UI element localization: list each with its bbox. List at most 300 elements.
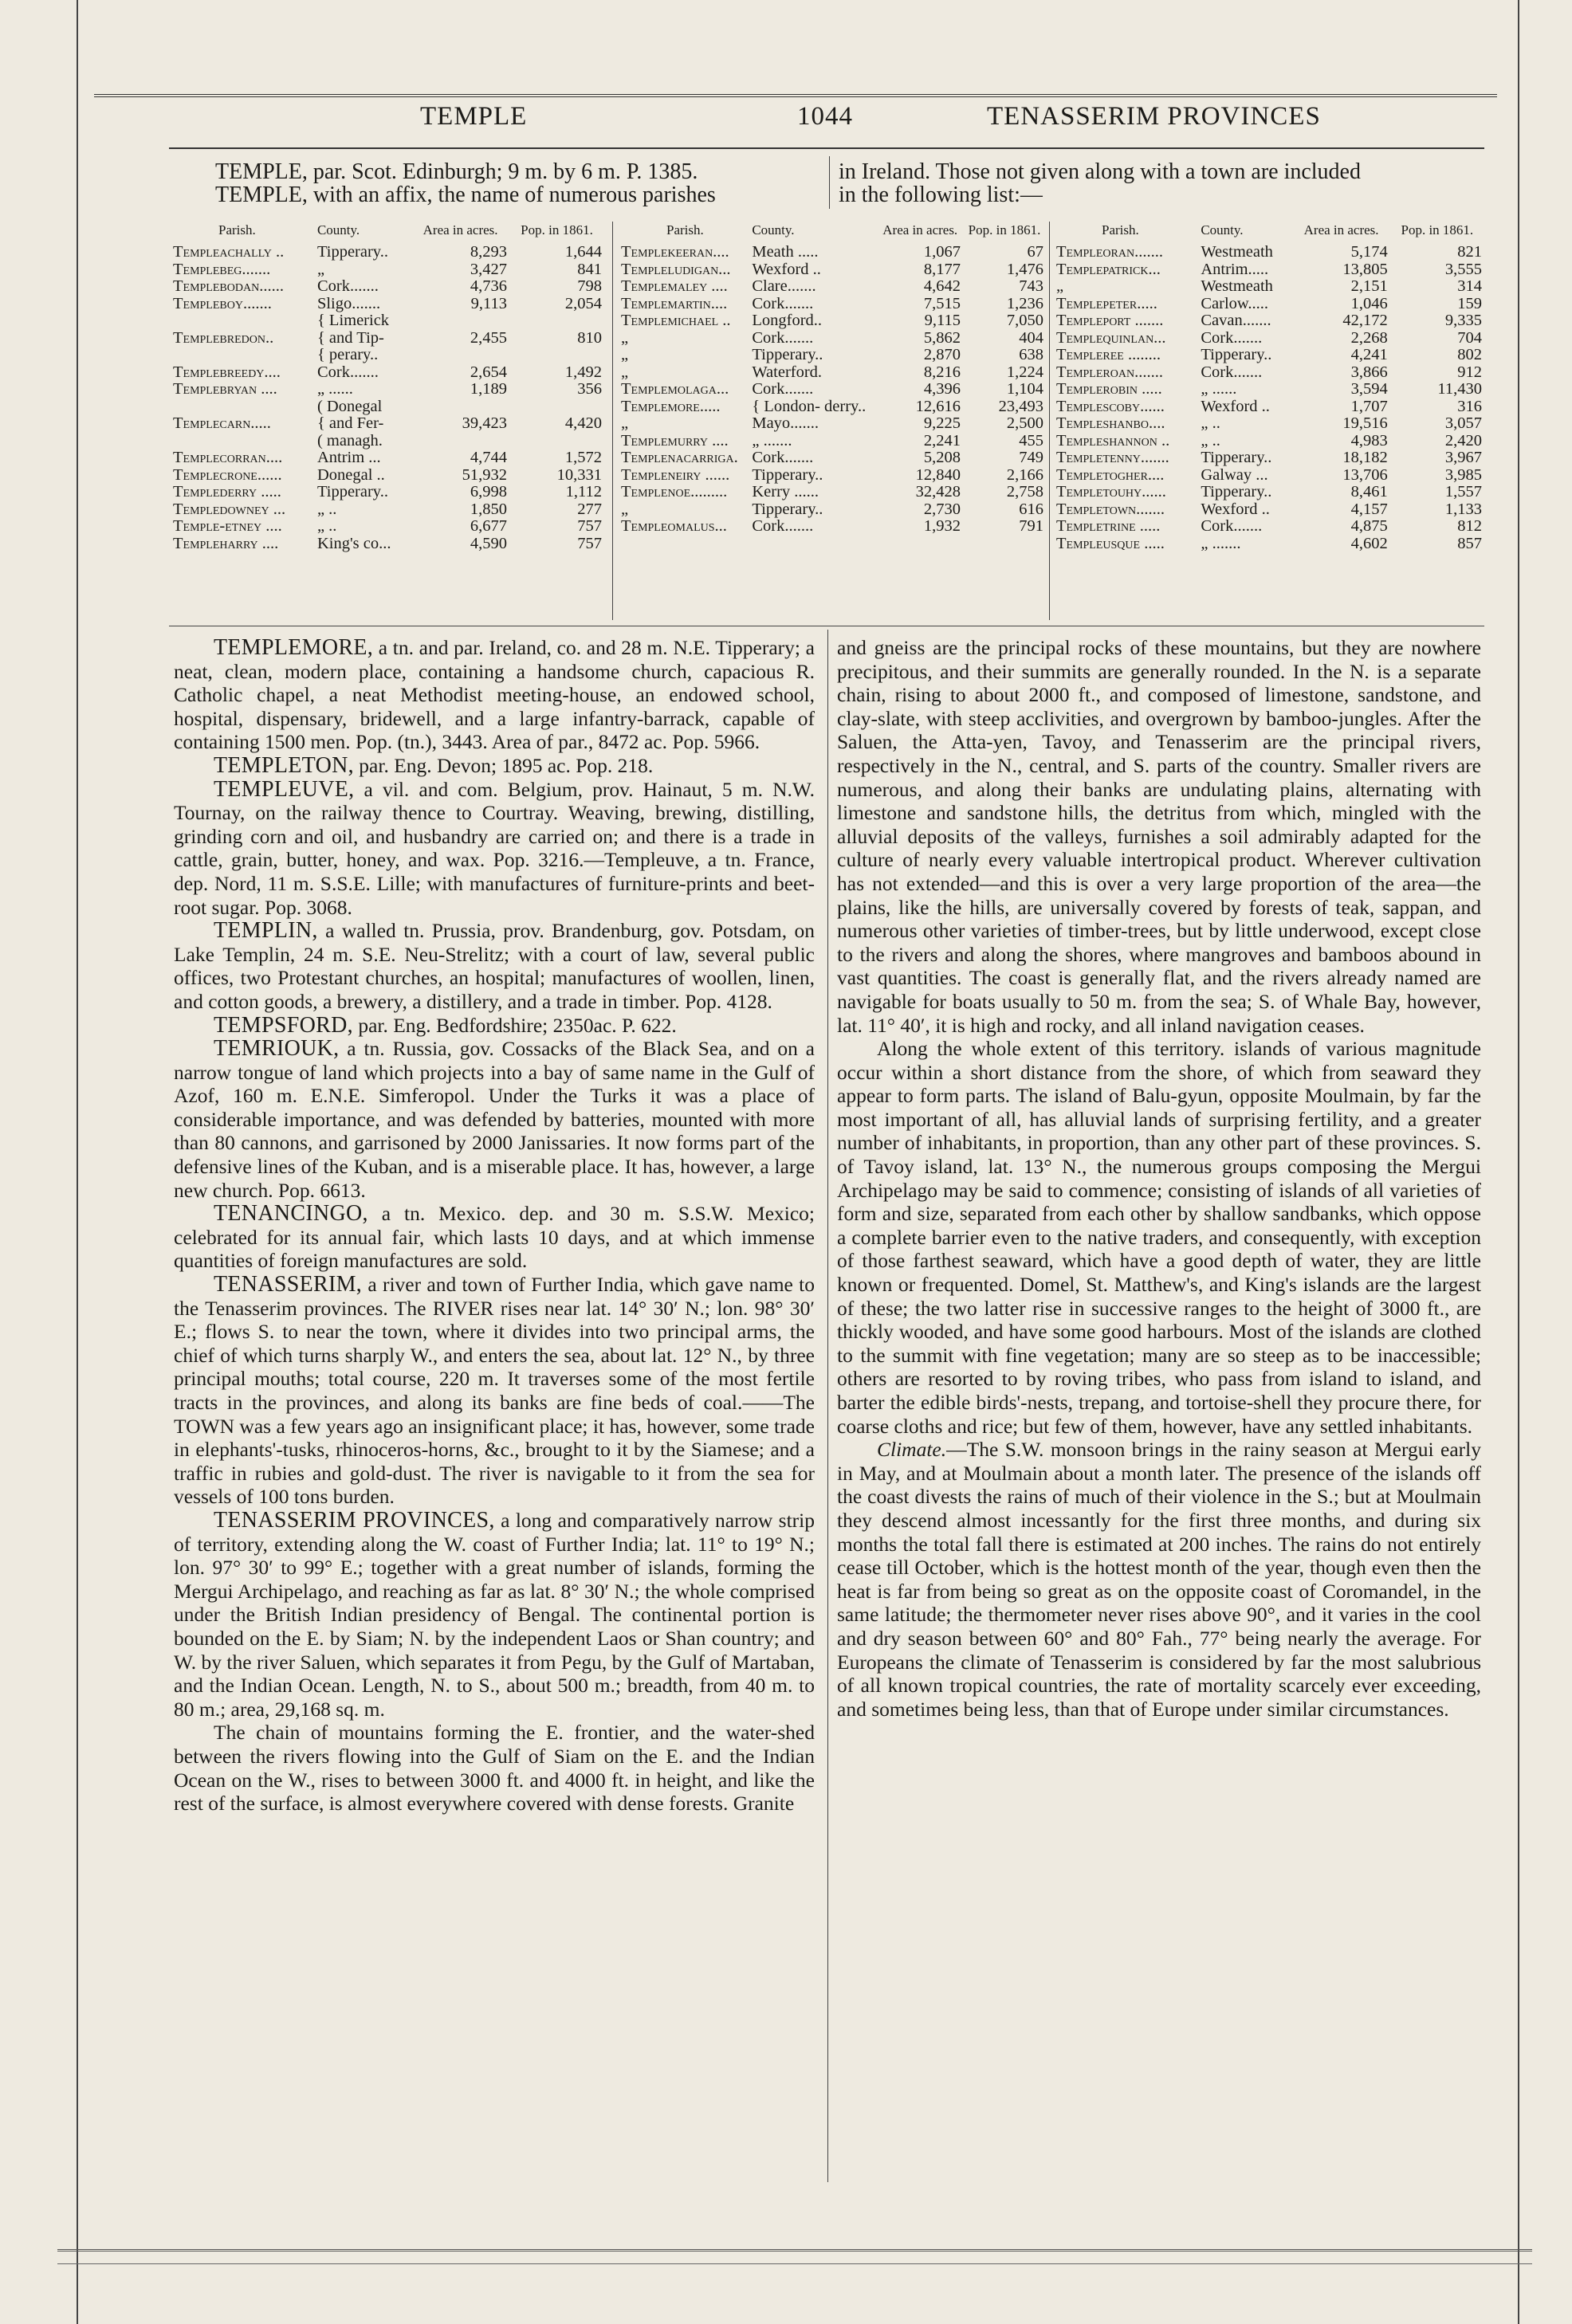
pop-cell: 1,112: [565, 483, 602, 501]
table-row: [1054, 381, 1484, 398]
parish-table-3: [1054, 223, 1484, 552]
county-cell: Antrim ...: [316, 449, 381, 466]
county-cell: Cork.......: [1201, 517, 1263, 535]
county-cell: „ ..: [1201, 431, 1220, 449]
county-cell: Wexford ..: [752, 260, 821, 278]
table-row: [619, 296, 1046, 313]
pop-cell: 3,985: [1444, 465, 1482, 484]
county-cell: Westmeath: [1201, 243, 1273, 261]
table-row: [171, 398, 604, 416]
table-row: [1054, 330, 1484, 347]
pop-cell: [509, 433, 604, 450]
table-row: [619, 347, 1046, 364]
area-cell: 5,862: [923, 328, 961, 347]
county-cell: Cavan.......: [1201, 312, 1271, 329]
table-row: [171, 296, 604, 313]
parish-table-1: [171, 223, 604, 552]
table-row: [619, 261, 1046, 279]
county-cell: Tipperary..: [752, 500, 823, 518]
pop-cell: 798: [577, 277, 602, 295]
table-row: [1054, 518, 1484, 536]
pop-cell: 812: [1457, 517, 1482, 535]
parish-cell: Templeport .......: [1056, 312, 1164, 329]
parish-cell: Templeludigan...: [621, 260, 731, 278]
table-row: [171, 244, 604, 261]
pop-cell: 2,420: [1444, 431, 1482, 449]
county-cell: Cork.......: [752, 380, 814, 398]
article: [174, 636, 815, 754]
area-cell: 3,594: [1350, 380, 1388, 398]
area-cell: 9,115: [924, 312, 961, 329]
area-cell: 3,427: [470, 260, 508, 278]
parish-cell: [171, 433, 315, 450]
area-cell: 5,208: [923, 449, 961, 466]
article: [174, 1273, 815, 1509]
pop-cell: 2,054: [564, 294, 602, 312]
col-county-header: County.: [316, 222, 360, 238]
county-cell: King's co...: [316, 534, 391, 552]
county-cell: Westmeath: [1201, 277, 1273, 295]
county-cell: Tipperary..: [1201, 346, 1272, 363]
county-cell: Tipperary..: [1201, 449, 1272, 466]
article: [837, 636, 1481, 1037]
county-cell: Mayo.......: [752, 414, 819, 432]
col-pop-header: Pop. in 1861.: [521, 222, 593, 238]
area-cell: 8,177: [923, 260, 961, 278]
area-cell: [411, 312, 509, 330]
table-divider-1: [612, 222, 613, 620]
parish-cell: Templecrone......: [173, 465, 282, 484]
area-cell: 2,241: [923, 431, 961, 449]
article-text: a river and town of Further India, which gave name to the Tenasserim provinces. The RIVER rises near lat. 14° 30′ N.; lon. 98° 30′ E.; flows S. to near the town, where it divides into two principal arms, the chief of which turns sharply W., and enters the sea, about lat. 12° N., by three principal mouths; total course, 220 m. It traverses some of the most fertile tracts in the provinces, and along its banks are fine beds of coal.——The TOWN was a few years ago an insignificant place; it has, however, some trade in elephants'-tusks, rhinoceros-horns, &c., brought to it by the Siamese; and a traffic in rubies and gold-dust. The river is navigable to it from the sea for vessels of 100 tons burden.: [174, 1273, 815, 1509]
table-row: [619, 381, 1046, 398]
area-cell: 7,515: [923, 294, 961, 312]
table-row: [1054, 501, 1484, 519]
table-row: [1054, 244, 1484, 261]
parish-cell: Templescoby......: [1056, 397, 1165, 415]
article-text: a long and comparatively narrow strip of territory, extending along the W. coast of Further India; lat. 11° to 19° N.; lon. 97° 30′ to 99° E.; together with a great number of islands, forming the Mergui Archipelago, and reaching as far as lat. 8° 30′ N.; the whole comprised under the British Indian presidency of Bengal. The continental portion is bounded on the E. by Siam; N. by the independent Laos or Shan country; and W. by the river Saluen, which separates it from Pegu, by the Gulf of Martaban, and the Indian Ocean. Length, N. to S., about 500 m.; breadth, from 40 m. to 80 m.; area, 29,168 sq. m.: [174, 1508, 815, 1721]
pop-cell: 2,166: [1006, 465, 1043, 484]
area-cell: 8,461: [1350, 483, 1388, 501]
pop-cell: 10,331: [556, 465, 602, 484]
area-cell: 2,730: [923, 500, 961, 518]
parish-cell: „: [1056, 277, 1064, 295]
table-row: [171, 415, 604, 433]
pop-cell: 638: [1019, 346, 1043, 363]
county-cell: Tipperary..: [752, 346, 823, 363]
pop-cell: 821: [1457, 243, 1482, 261]
article-headword: TEMPLETON,: [214, 752, 354, 778]
area-cell: 3,866: [1350, 363, 1388, 381]
pop-cell: 316: [1457, 397, 1482, 415]
county-cell: Waterford.: [752, 363, 823, 381]
county-cell: „ .......: [752, 431, 792, 449]
parish-cell: „: [621, 328, 629, 347]
area-cell: 2,455: [470, 328, 508, 347]
col-county-header: County.: [752, 222, 795, 238]
pop-cell: 159: [1457, 294, 1482, 312]
pop-cell: 455: [1019, 431, 1043, 449]
article-text: —The S.W. monsoon brings in the rainy season at Mergui early in May, and at Moulmain about a month later. The presence of the islands off the coast divests the rains of much of their violence in the S.; but at Moulmain they descend almost incessantly for the first three months, and during six months the total fall there is estimated at 200 inches. The rains do not entirely cease till October, which is the hottest month of the year, though even then the heat is far from being so great as on the opposite coast of Coromandel, in the same latitude; the thermometer never rises above 90°, and it varies in the cool and dry season between 60° and 80° Fah., 77° being nearly the average. For Europeans the climate of Tenasserim is considered by far the most salubrious of all known tropical countries, the rate of mortality scarcely ever exceeding, and sometimes being less, than that of Europe under similar circumstances.: [837, 1438, 1481, 1721]
table-row: [619, 501, 1046, 519]
area-cell: 2,151: [1350, 277, 1388, 295]
pop-cell: 704: [1457, 328, 1482, 347]
pop-cell: 4,420: [564, 414, 602, 432]
pop-cell: 743: [1019, 277, 1043, 295]
county-cell: Clare.......: [752, 277, 816, 295]
area-cell: 19,516: [1342, 414, 1388, 432]
pop-cell: 1,557: [1444, 483, 1482, 501]
county-cell: „ .......: [1201, 534, 1241, 552]
col-parish-header: Parish.: [218, 222, 256, 238]
table-divider-2: [1049, 222, 1050, 620]
parish-cell: Temple-etney ....: [173, 517, 282, 535]
county-cell: { perary..: [316, 346, 379, 363]
area-cell: 42,172: [1342, 312, 1388, 329]
county-cell: Donegal ..: [316, 465, 385, 484]
article: [837, 1037, 1481, 1438]
area-cell: 13,706: [1342, 465, 1388, 484]
parish-cell: Templeharry ....: [173, 534, 279, 552]
county-cell: { London- derry..: [752, 397, 867, 415]
table-row: [619, 518, 1046, 536]
county-cell: Tipperary..: [316, 243, 388, 261]
county-cell: „ ..: [1201, 414, 1220, 432]
parish-cell: Templebodan......: [173, 277, 284, 295]
table-row: [1054, 278, 1484, 296]
parish-cell: Templenoe.........: [621, 483, 728, 501]
county-cell: Longford..: [752, 312, 823, 329]
parish-cell: Templeoran.......: [1056, 243, 1163, 261]
county-cell: Antrim.....: [1201, 260, 1269, 278]
county-cell: Wexford ..: [1201, 500, 1270, 518]
county-cell: Cork.......: [752, 294, 814, 312]
top-frame-rule: [94, 94, 1497, 97]
parish-cell: Templeusque .....: [1056, 534, 1165, 552]
table-row: [619, 312, 1046, 330]
pop-cell: 356: [577, 380, 602, 398]
parish-cell: „: [621, 363, 629, 381]
county-cell: { and Tip-: [316, 328, 384, 347]
county-cell: „ ..: [316, 500, 337, 518]
area-cell: 1,707: [1350, 397, 1388, 415]
area-cell: 4,744: [470, 449, 508, 466]
article-text: a tn. and par. Ireland, co. and 28 m. N.E. Tipperary; a neat, clean, modern place, containing a handsome church, capacious R. Catholic chapel, a neat Methodist meeting-house, an endowed school, hospital, dispensary, bridewell, and a large infantry-barrack, capable of containing 1500 men. Pop. (tn.), 3443. Area of par., 8472 ac. Pop. 5966.: [174, 636, 815, 754]
article: [174, 1037, 815, 1202]
pop-cell: 757: [577, 534, 602, 552]
col-area-header: Area in acres.: [882, 222, 958, 238]
pop-cell: 841: [577, 260, 602, 278]
pop-cell: 7,050: [1006, 312, 1043, 329]
area-cell: 12,840: [915, 465, 961, 484]
article-text: and gneiss are the principal rocks of these mountains, but they are nowhere precipitous, and their summits are generally rounded. In the N. is a separate chain, rising to about 2000 ft., and composed of limestone, sandstone, and clay-slate, with steep acclivities, and overgrown by bamboo-jungles. After the Saluen, the Atta-yen, Tavoy, and Tenasserim are the principal rivers, respectively in the N., central, and S. parts of the country. Smaller rivers are numerous, and along their banks are undulating plains, alternating with limestone and sandstone hills, the detritus from which, mingled with the alluvial deposits of the valleys, furnishes a soil admirably adapted for the culture of nearly every valuable intertropical product. Wherever cultivation has not extended—and this is over a very large proportion of the area—the plains, like the hills, are universally covered by forests of teak, sappan, and numerous other varieties of timber-trees, but by little underwood, except close to the rivers and along the shores, where mangroves and bamboos abound in vast quantities. The coast is generally flat, and the rivers already named are navigable for boats usually to 50 m. from the sea; S. of Whale Bay, however, lat. 11° 40′, it is high and rocky, and all inland navigation ceases.: [837, 636, 1481, 1037]
parish-table-2: [619, 223, 1046, 536]
county-cell: Cork.......: [316, 277, 379, 295]
county-cell: { and Fer-: [316, 414, 384, 432]
table-row: [171, 364, 604, 382]
pop-cell: [509, 312, 604, 330]
parish-cell: Templemartin....: [621, 294, 728, 312]
table-row: [619, 244, 1046, 261]
pop-cell: 23,493: [998, 397, 1043, 415]
table-row: [171, 484, 604, 501]
county-cell: Meath .....: [752, 243, 819, 261]
area-cell: 2,654: [470, 363, 508, 381]
area-cell: 4,590: [470, 534, 508, 552]
page-number: 1044: [797, 102, 853, 131]
article-headword: TEMRIOUK,: [214, 1036, 340, 1062]
table-row: [1054, 296, 1484, 313]
intro-line-4: in the following list:—: [839, 183, 1043, 207]
pop-cell: 1,572: [564, 449, 602, 466]
county-cell: „ ..: [316, 517, 337, 535]
parish-cell: Templebreedy....: [173, 363, 281, 381]
area-cell: 1,046: [1350, 294, 1388, 312]
area-cell: 8,293: [470, 243, 508, 261]
county-cell: Cork.......: [1201, 363, 1263, 381]
area-cell: 4,602: [1350, 534, 1388, 552]
table-row: [619, 278, 1046, 296]
pop-cell: 1,104: [1006, 380, 1043, 398]
parish-cell: [171, 312, 315, 330]
pop-cell: [509, 347, 604, 364]
parish-cell: Templerobin .....: [1056, 380, 1162, 398]
pop-cell: 749: [1019, 449, 1043, 466]
parish-cell: Templecarn.....: [173, 414, 271, 432]
pop-cell: 791: [1019, 517, 1043, 535]
table-row: [619, 398, 1046, 416]
pop-cell: 1,644: [564, 243, 602, 261]
parish-cell: [171, 347, 315, 364]
article-text: a tn. Russia, gov. Cossacks of the Black Sea, and on a narrow tongue of land which projects into a bay of same name in the Gulf of Azof, 160 m. E.N.E. Simferopol. Under the Turks it was a place of considerable importance, and was defended by batteries, mounted with more than 80 cannons, and garrisoned by 2000 Janissaries. It now forms part of the defensive lines of the Kuban, and is a miserable place. It has, however, a large new church. Pop. 6613.: [174, 1037, 815, 1202]
parish-cell: „: [621, 414, 629, 432]
table-row: [1054, 484, 1484, 501]
table-row: [1054, 536, 1484, 553]
article-headword: TENASSERIM PROVINCES,: [214, 1507, 495, 1533]
county-cell: Cork.......: [1201, 328, 1263, 347]
table-row: [171, 312, 604, 330]
parish-cell: Templeboy.......: [173, 294, 272, 312]
county-cell: Sligo.......: [316, 294, 381, 312]
parish-cell: Templemolaga...: [621, 380, 729, 398]
county-cell: Tipperary..: [752, 465, 823, 484]
parish-cell: Templemaley ....: [621, 277, 728, 295]
table-row: [1054, 449, 1484, 467]
parish-cell: Templetogher....: [1056, 465, 1165, 484]
article-text: a vil. and com. Belgium, prov. Hainaut, 5 m. N.W. Tournay, on the railway thence to Courtray. Weaving, brewing, distilling, grinding corn and oil, and husbandry are carried on; and there is a trade in cattle, grain, butter, honey, and wax. Pop. 3216.—Templeuve, a tn. France, dep. Nord, 11 m. S.S.E. Lille; with manufactures of furniture-prints and beet-root sugar. Pop. 3068.: [174, 777, 815, 919]
county-cell: ( Donegal: [316, 397, 383, 415]
article-text: The chain of mountains forming the E. frontier, and the water-shed between the rivers flowing into the Gulf of Siam on the E. and the Indian Ocean on the W., rises to between 3000 ft. and 4000 ft. in height, and like the rest of the surface, is almost everywhere covered with dense forests. Granite: [174, 1721, 815, 1816]
article-headword: TEMPSFORD,: [214, 1012, 353, 1038]
parish-cell: Templemichael ..: [621, 312, 731, 329]
pop-cell: 1,236: [1006, 294, 1043, 312]
county-cell: ( managh.: [316, 431, 383, 449]
county-cell: Cork.......: [316, 363, 379, 381]
parish-cell: Templeomalus...: [621, 517, 727, 535]
article: [174, 1014, 815, 1038]
pop-cell: 1,224: [1006, 363, 1043, 381]
running-head-right: TENASSERIM PROVINCES: [987, 102, 1321, 131]
pop-cell: 757: [577, 517, 602, 535]
article-text: par. Eng. Bedfordshire; 2350ac. P. 622.: [352, 1013, 677, 1037]
parish-cell: Templepeter.....: [1056, 294, 1157, 312]
article-headword: TENASSERIM,: [214, 1272, 363, 1297]
col-parish-header: Parish.: [666, 222, 704, 238]
col-county-header: County.: [1201, 222, 1244, 238]
county-cell: „ ......: [1201, 380, 1237, 398]
intro-line-2: TEMPLE, with an affix, the name of numerous parishes: [215, 183, 716, 207]
article-text: a tn. Mexico. dep. and 30 m. S.S.W. Mexico; celebrated for its annual fair, which lasts 10 days, and at which immense quantities of foreign manufactures are sold.: [174, 1202, 815, 1273]
table-row: [171, 536, 604, 553]
right-binding-rule: [1518, 0, 1519, 2324]
parish-cell: Templequinlan...: [1056, 328, 1166, 347]
table-row: [171, 381, 604, 398]
parish-cell: „: [621, 500, 629, 518]
pop-cell: 1,133: [1444, 500, 1482, 518]
area-cell: 4,241: [1350, 346, 1388, 363]
article-text: Along the whole extent of this territory. islands of various magnitude occur within a short distance from the shore, of which from seaward they appear to form parts. The island of Balu-gyun, opposite Moulmain, by far the most important of all, has alluvial lands of surprising fertility, and a greater number of inhabitants, in proportion, than any other part of these provinces. S. of Tavoy island, lat. 13° N., the numerous groups composing the Mergui Archipelago may be said to commence; consisting of islands of all varieties of form and size, separated from each other by shallow sandbanks, which oppose a complete barrier even to the native traders, and consequently, with exception of those farthest seaward, which have a good depth of water, they are little known or frequented. Domel, St. Matthew's, and King's islands are the largest of these; the two latter rise in successive ranges to the height of 3000 ft., are thickly wooded, and have some good harbours. Most of the islands are clothed to the summit with fine vegetation; many are so steep as to be inaccessible; others are resorted to by roving tribes, who pass from island to island, and barter the edible birds'-nests, trepang, and tortoise-shell they procure there, for coarse cloths and rice; but few of them, however, have any settled inhabitants.: [837, 1037, 1481, 1438]
parish-cell: Templetrine .....: [1056, 517, 1161, 535]
intro-line-3: in Ireland. Those not given along with a town are included: [839, 159, 1361, 184]
pop-cell: 802: [1457, 346, 1482, 363]
table-row: [1054, 467, 1484, 485]
table-row: [171, 518, 604, 536]
county-cell: „: [316, 260, 325, 278]
section-label: Climate.: [877, 1438, 947, 1462]
pop-cell: 810: [577, 328, 602, 347]
parish-cell: Templeneiry ......: [621, 465, 730, 484]
parish-cell: Templecorran....: [173, 449, 283, 466]
parish-cell: Templeshanbo....: [1056, 414, 1165, 432]
article-headword: TENANCINGO,: [214, 1201, 368, 1227]
intro-line-1: TEMPLE, par. Scot. Edinburgh; 9 m. by 6 m. P. 1385.: [215, 159, 698, 184]
table-row: [171, 501, 604, 519]
area-cell: 4,983: [1350, 431, 1388, 449]
pop-cell: 3,057: [1444, 414, 1482, 432]
area-cell: 1,189: [470, 380, 508, 398]
col-pop-header: Pop. in 1861.: [1401, 222, 1474, 238]
text-column-left: [174, 636, 815, 1816]
parish-cell: „: [621, 346, 629, 363]
county-cell: Wexford ..: [1201, 397, 1270, 415]
area-cell: 2,268: [1350, 328, 1388, 347]
intro-divider: [829, 156, 830, 209]
area-cell: 1,850: [470, 500, 508, 518]
parish-cell: Templeroan.......: [1056, 363, 1163, 381]
bottom-frame-rule: [57, 2249, 1532, 2251]
table-row: [619, 330, 1046, 347]
table-row: [171, 449, 604, 467]
pop-cell: 2,500: [1006, 414, 1043, 432]
area-cell: 6,677: [470, 517, 508, 535]
parish-cell: Templeree ........: [1056, 346, 1161, 363]
text-column-right: [837, 636, 1481, 1721]
article-text: par. Eng. Devon; 1895 ac. Pop. 218.: [353, 753, 654, 777]
pop-cell: 67: [1027, 243, 1043, 261]
area-cell: 4,396: [923, 380, 961, 398]
table-row: [1054, 312, 1484, 330]
county-cell: { Limerick: [316, 312, 390, 329]
table-row: [1054, 261, 1484, 279]
area-cell: [411, 433, 509, 450]
area-cell: 13,805: [1342, 260, 1388, 278]
parish-cell: Templeshannon ..: [1056, 431, 1170, 449]
area-cell: 39,423: [462, 414, 508, 432]
pop-cell: [509, 398, 604, 416]
table-row: [619, 449, 1046, 467]
area-cell: 8,216: [923, 363, 961, 381]
parish-cell: Templetouhy......: [1056, 483, 1166, 501]
table-row: [619, 364, 1046, 382]
parish-cell: Templemore.....: [621, 397, 721, 415]
table-row: [1054, 398, 1484, 416]
parish-cell: Templederry .....: [173, 483, 281, 501]
article-headword: TEMPLIN,: [214, 918, 318, 944]
pop-cell: 11,430: [1437, 380, 1482, 398]
pop-cell: 314: [1457, 277, 1482, 295]
article: [174, 919, 815, 1013]
table-row: [171, 347, 604, 364]
parish-cell: [171, 398, 315, 416]
parish-cell: Templetown.......: [1056, 500, 1165, 518]
county-cell: Cork.......: [752, 328, 814, 347]
pop-cell: 277: [577, 500, 602, 518]
parish-cell: Templenacarriga.: [621, 449, 738, 466]
table-row: [619, 433, 1046, 450]
table-row: [1054, 433, 1484, 450]
table-row: [171, 467, 604, 485]
parish-cell: Templetenny.......: [1056, 449, 1169, 466]
article: [174, 1509, 815, 1721]
article: [174, 778, 815, 920]
parish-cell: Templeachally ..: [173, 243, 285, 261]
area-cell: 1,932: [923, 517, 961, 535]
parish-cell: Templekeeran....: [621, 243, 729, 261]
county-cell: Cork.......: [752, 517, 814, 535]
county-cell: Tipperary..: [1201, 483, 1272, 501]
table-row: [619, 415, 1046, 433]
county-cell: Cork.......: [752, 449, 814, 466]
parish-cell: Templedowney ...: [173, 500, 286, 518]
pop-cell: 9,335: [1444, 312, 1482, 329]
area-cell: 4,736: [470, 277, 508, 295]
table-row: [619, 484, 1046, 501]
parish-cell: Templebryan ....: [173, 380, 277, 398]
pop-cell: 2,758: [1006, 483, 1043, 501]
col-area-header: Area in acres.: [1303, 222, 1379, 238]
header-rule: [169, 147, 1484, 149]
col-parish-header: Parish.: [1102, 222, 1139, 238]
pop-cell: 1,476: [1006, 260, 1043, 278]
table-row: [619, 467, 1046, 485]
table-row: [171, 278, 604, 296]
area-cell: 32,428: [915, 483, 961, 501]
parish-cell: Templepatrick...: [1056, 260, 1161, 278]
area-cell: 51,932: [462, 465, 508, 484]
area-cell: 18,182: [1342, 449, 1388, 466]
article: [174, 754, 815, 778]
table-row: [1054, 415, 1484, 433]
table-row: [171, 330, 604, 347]
column-divider: [827, 630, 828, 2182]
parish-cell: Templemurry ....: [621, 431, 729, 449]
article: [174, 1721, 815, 1815]
bottom-frame-rule-inner: [57, 2263, 1532, 2264]
area-cell: [411, 398, 509, 416]
table-row: [1054, 347, 1484, 364]
article-headword: TEMPLEUVE,: [214, 776, 355, 802]
article: [837, 1438, 1481, 1721]
